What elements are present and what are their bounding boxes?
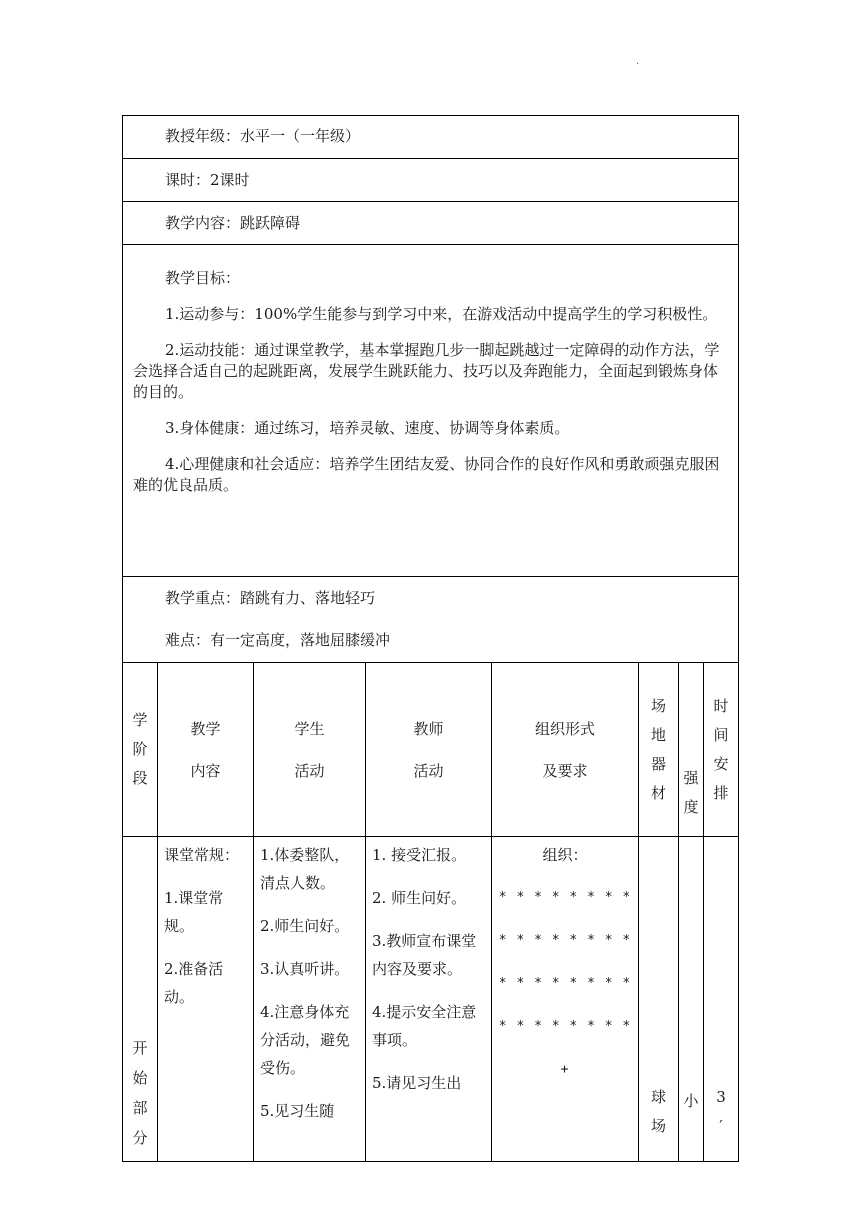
header-line: 组织形式 bbox=[534, 719, 595, 738]
goal-item: 2.运动技能：通过课堂教学，基本掌握跑几步一脚起跳越过一定障碍的动作方法，学会选择合适自己的起跳距离，发展学生跳跃能力、技巧以及奔跑能力，全面起到锻炼身体的目的。 bbox=[133, 341, 720, 401]
header-org bbox=[492, 663, 639, 837]
teacher-position: + bbox=[560, 1062, 570, 1077]
formation-row: * * * * * * * * bbox=[498, 976, 632, 991]
formation-row: * * * * * * * * bbox=[498, 933, 632, 948]
header-char: 排 bbox=[713, 783, 729, 802]
teacher-line: 3.教师宣布课堂内容及要求。 bbox=[372, 932, 477, 978]
header-char: 材 bbox=[650, 783, 666, 802]
venue-char: 场 bbox=[650, 1117, 666, 1135]
header-venue bbox=[639, 663, 679, 837]
goal-item: 3.身体健康：通过练习，培养灵敏、速度、协调等身体素质。 bbox=[165, 419, 570, 437]
key-point-cell bbox=[123, 577, 739, 663]
goal-item: 1.运动参与：100%学生能参与到学习中来，在游戏活动中提高学生的学习积极性。 bbox=[165, 305, 718, 323]
content-text: 教学内容：跳跃障碍 bbox=[165, 214, 301, 232]
header-line: 活动 bbox=[413, 761, 444, 780]
content-cell bbox=[123, 202, 739, 245]
time-unit: ′ bbox=[719, 1117, 723, 1135]
student-line: 5.见习生随 bbox=[260, 1102, 335, 1120]
content-line: 1.课堂常规。 bbox=[164, 889, 224, 935]
org-col bbox=[492, 837, 639, 1162]
teacher-col bbox=[366, 837, 492, 1162]
header-student bbox=[254, 663, 366, 837]
stage-char: 始 bbox=[132, 1069, 148, 1087]
header-char: 器 bbox=[650, 754, 666, 773]
hours-text: 课时：2课时 bbox=[165, 171, 250, 189]
header-line: 及要求 bbox=[542, 761, 588, 780]
stage-char: 开 bbox=[132, 1039, 148, 1057]
org-title: 组织： bbox=[542, 846, 588, 864]
header-char: 安 bbox=[713, 754, 729, 773]
formation-row: * * * * * * * * bbox=[498, 1019, 632, 1034]
header-char: 场 bbox=[650, 696, 666, 715]
teacher-line: 5.请见习生出 bbox=[372, 1074, 462, 1092]
goals-heading: 教学目标： bbox=[165, 269, 241, 287]
key-point-text: 教学重点：踏跳有力、落地轻巧 bbox=[165, 589, 376, 607]
lesson-plan-table bbox=[122, 115, 738, 1162]
teacher-line: 1. 接受汇报。 bbox=[372, 846, 467, 864]
header-teacher bbox=[366, 663, 492, 837]
stage-char: 部 bbox=[132, 1099, 148, 1117]
stage-cell bbox=[123, 837, 158, 1162]
header-line: 内容 bbox=[190, 761, 221, 780]
intensity-value: 小 bbox=[683, 1092, 699, 1110]
header-char: 度 bbox=[683, 798, 699, 816]
header-line: 教师 bbox=[413, 719, 444, 738]
header-char: 地 bbox=[650, 725, 666, 744]
header-content bbox=[158, 663, 254, 837]
header-char: 间 bbox=[713, 725, 729, 744]
content-line: 课堂常规： bbox=[164, 846, 240, 864]
header-line: 学生 bbox=[294, 719, 325, 738]
header-char: 时 bbox=[713, 696, 729, 715]
grade-cell bbox=[123, 116, 739, 159]
teacher-line: 2. 师生问好。 bbox=[372, 889, 467, 907]
student-line: 4.注意身体充分活动，避免受伤。 bbox=[260, 1003, 351, 1077]
student-line: 1.体委整队，清点人数。 bbox=[260, 846, 350, 892]
header-char: 阶 bbox=[132, 740, 148, 758]
student-line: 2.师生问好。 bbox=[260, 917, 350, 935]
venue-char: 球 bbox=[650, 1088, 666, 1106]
difficulty-text: 难点：有一定高度，落地屈膝缓冲 bbox=[165, 631, 391, 649]
header-line: 活动 bbox=[294, 761, 325, 780]
header-stage bbox=[123, 663, 158, 837]
time-value: 3 bbox=[716, 1088, 726, 1106]
intensity-col bbox=[679, 837, 704, 1162]
time-col bbox=[704, 837, 739, 1162]
goal-item: 4.心理健康和社会适应：培养学生团结友爱、协同合作的良好作风和勇敢顽强克服困难的优良品质。 bbox=[133, 455, 720, 494]
venue-col bbox=[639, 837, 679, 1162]
formation-row: * * * * * * * * bbox=[498, 890, 632, 905]
hours-cell bbox=[123, 159, 739, 202]
header-char: 段 bbox=[132, 769, 148, 787]
teacher-line: 4.提示安全注意事项。 bbox=[372, 1003, 477, 1049]
header-char: 学 bbox=[132, 711, 148, 729]
grade-text: 教授年级：水平一（一年级） bbox=[165, 127, 361, 145]
header-char: 强 bbox=[683, 769, 699, 787]
stage-char: 分 bbox=[132, 1129, 148, 1147]
student-col bbox=[254, 837, 366, 1162]
header-intensity bbox=[679, 663, 704, 837]
content-line: 2.准备活动。 bbox=[164, 960, 224, 1006]
header-time bbox=[704, 663, 739, 837]
header-line: 教学 bbox=[190, 719, 221, 738]
goals-cell bbox=[123, 245, 739, 577]
page-mark: . bbox=[636, 56, 640, 67]
student-line: 3.认真听讲。 bbox=[260, 960, 350, 978]
content-col bbox=[158, 837, 254, 1162]
